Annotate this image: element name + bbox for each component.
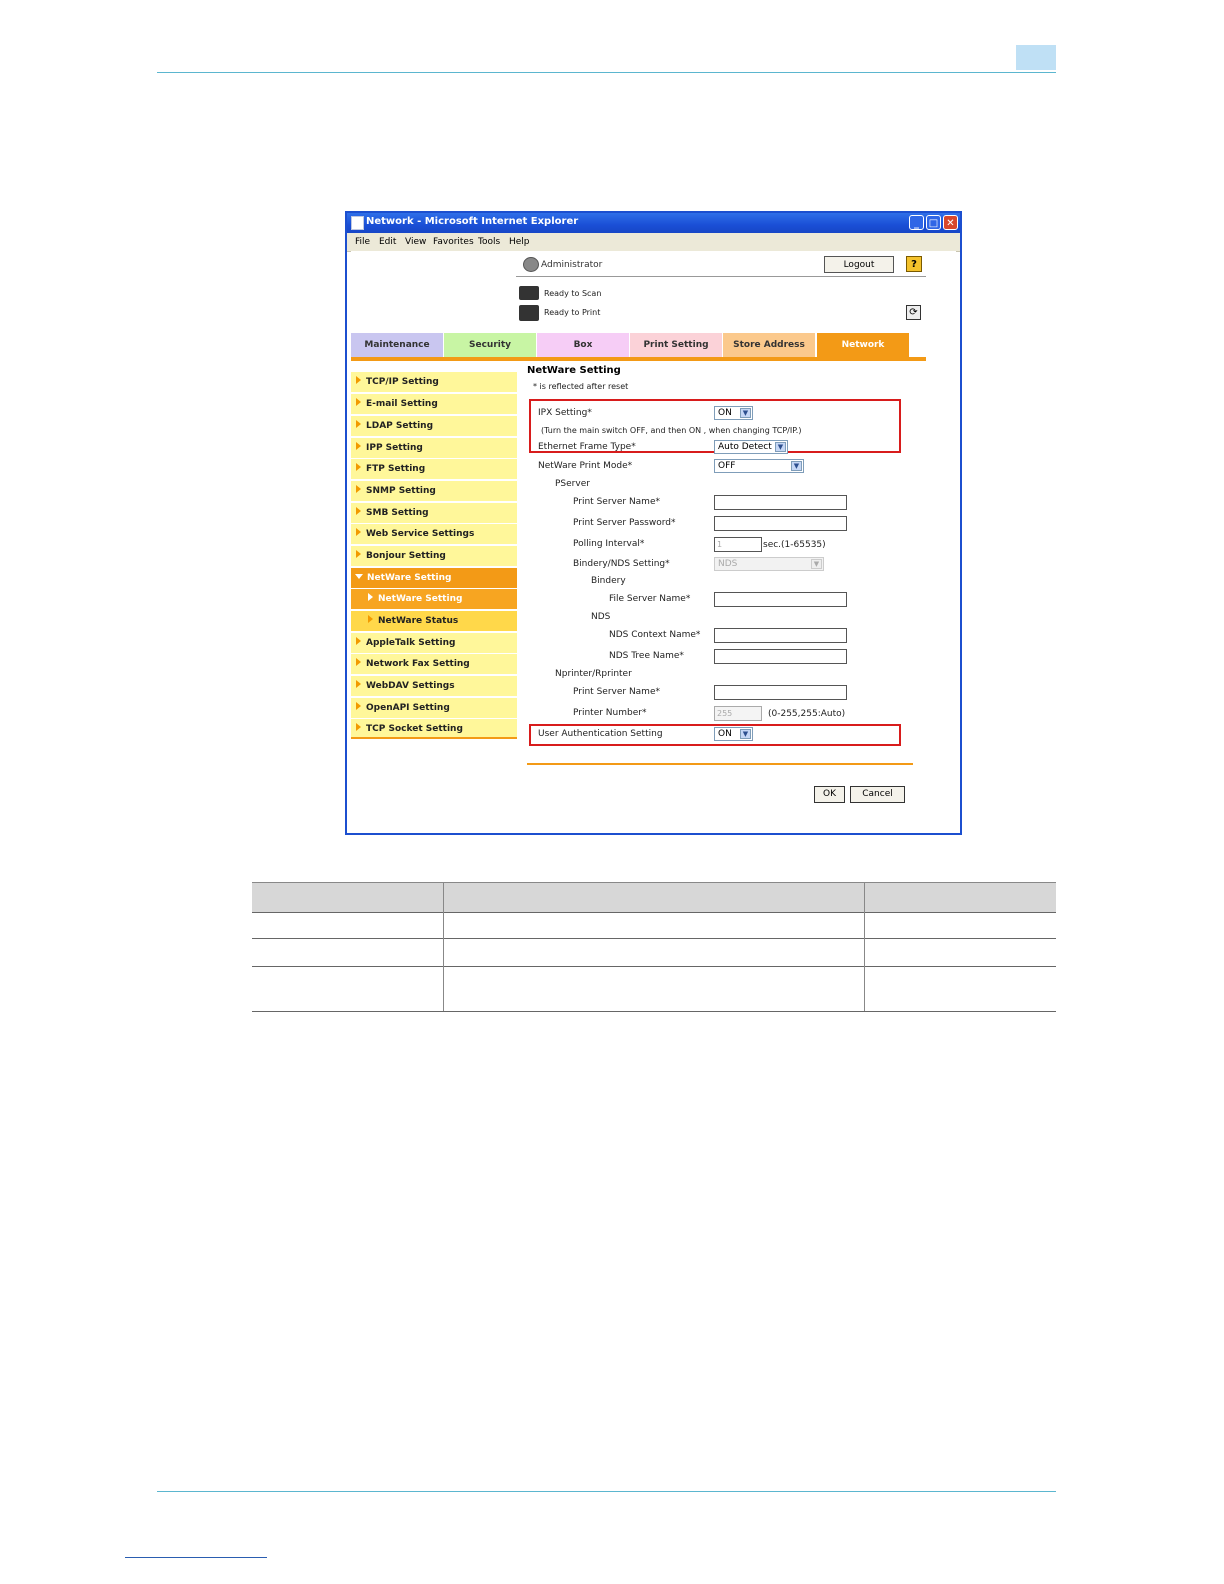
browser-window xyxy=(345,211,962,835)
nprinter-server-name-input[interactable] xyxy=(714,685,847,700)
nds-context-name-input[interactable] xyxy=(714,628,847,643)
table-row-divider xyxy=(252,966,1056,967)
polling-interval-input[interactable]: 1 xyxy=(714,537,762,552)
arrow-right-icon xyxy=(356,398,361,406)
table-bottom-rule xyxy=(252,1011,1056,1012)
sidebar-item-tcp-socket[interactable]: TCP Socket Setting xyxy=(351,719,517,741)
ipx-hint: (Turn the main switch OFF, and then ON , when changing TCP/IP.) xyxy=(541,426,802,435)
page-corner-tab xyxy=(1016,45,1056,70)
cancel-button[interactable]: Cancel xyxy=(850,786,905,803)
sidebar-item-network-fax[interactable]: Network Fax Setting xyxy=(351,654,517,676)
chevron-down-icon: ▼ xyxy=(791,461,802,471)
sidebar-item-smb[interactable]: SMB Setting xyxy=(351,503,517,525)
close-button[interactable]: ✕ xyxy=(943,215,958,230)
table-header xyxy=(252,882,1056,913)
page-icon xyxy=(351,216,364,230)
tab-maintenance[interactable]: Maintenance xyxy=(351,333,443,357)
menu-file[interactable]: File xyxy=(355,237,371,247)
nds-context-name-label: NDS Context Name* xyxy=(609,630,701,640)
scanner-icon xyxy=(519,286,539,300)
reset-note: * is reflected after reset xyxy=(533,382,629,391)
minimize-button[interactable]: _ xyxy=(909,215,924,230)
arrow-right-icon xyxy=(368,615,373,623)
arrow-right-icon xyxy=(356,550,361,558)
refresh-button[interactable]: ⟳ xyxy=(906,305,921,320)
print-server-password-label: Print Server Password* xyxy=(573,518,676,528)
nprinter-server-name-label: Print Server Name* xyxy=(573,687,660,697)
arrow-right-icon xyxy=(356,376,361,384)
table-row-divider xyxy=(252,938,1056,939)
sidebar-item-bonjour[interactable]: Bonjour Setting xyxy=(351,546,517,568)
menu-bar xyxy=(347,233,960,252)
bindery-nds-label: Bindery/NDS Setting* xyxy=(573,559,670,569)
arrow-right-icon xyxy=(356,702,361,710)
arrow-down-icon xyxy=(355,574,363,579)
tab-underline xyxy=(351,357,926,361)
title-bar xyxy=(347,213,960,233)
file-server-name-input[interactable] xyxy=(714,592,847,607)
nds-tree-name-input[interactable] xyxy=(714,649,847,664)
sidebar-bottom-rule xyxy=(351,737,517,739)
print-mode-select[interactable]: OFF ▼ xyxy=(714,459,804,473)
user-auth-label: User Authentication Setting xyxy=(538,729,663,739)
maximize-button[interactable]: □ xyxy=(926,215,941,230)
sidebar-item-netware[interactable]: NetWare Setting xyxy=(351,568,517,590)
printer-icon xyxy=(519,305,539,321)
chevron-down-icon: ▼ xyxy=(811,559,822,569)
sidebar-subitem-netware-status[interactable]: NetWare Status xyxy=(351,611,517,633)
help-button[interactable]: ? xyxy=(906,256,922,272)
header-divider xyxy=(516,276,926,277)
table-column-divider xyxy=(443,883,444,1011)
printer-number-label: Printer Number* xyxy=(573,708,647,718)
bindery-heading: Bindery xyxy=(591,576,626,586)
chevron-down-icon: ▼ xyxy=(740,729,751,739)
footer-rule xyxy=(157,1491,1056,1492)
chevron-down-icon: ▼ xyxy=(775,442,786,452)
arrow-right-icon xyxy=(368,593,373,601)
page-content xyxy=(351,251,956,831)
tab-security[interactable]: Security xyxy=(444,333,536,357)
sidebar-item-appletalk[interactable]: AppleTalk Setting xyxy=(351,633,517,655)
scan-status: Ready to Scan xyxy=(544,289,602,298)
sidebar-item-tcpip[interactable]: TCP/IP Setting xyxy=(351,372,517,394)
nds-heading: NDS xyxy=(591,612,611,622)
print-server-password-input[interactable] xyxy=(714,516,847,531)
tab-store-address[interactable]: Store Address xyxy=(723,333,815,357)
arrow-right-icon xyxy=(356,507,361,515)
arrow-right-icon xyxy=(356,637,361,645)
ethernet-frame-select[interactable]: Auto Detect ▼ xyxy=(714,440,788,454)
form-bottom-rule xyxy=(527,763,913,765)
ipx-setting-label: IPX Setting* xyxy=(538,408,592,418)
menu-view[interactable]: View xyxy=(405,237,427,247)
table-column-divider xyxy=(864,883,865,1011)
polling-interval-unit: sec.(1-65535) xyxy=(763,540,826,550)
nprinter-heading: Nprinter/Rprinter xyxy=(555,669,632,679)
polling-interval-label: Polling Interval* xyxy=(573,539,645,549)
tab-box[interactable]: Box xyxy=(537,333,629,357)
logout-button[interactable]: Logout xyxy=(824,256,894,273)
sidebar-item-web-service[interactable]: Web Service Settings xyxy=(351,524,517,546)
header-rule xyxy=(157,72,1056,73)
arrow-right-icon xyxy=(356,723,361,731)
print-server-name-label: Print Server Name* xyxy=(573,497,660,507)
user-name: Administrator xyxy=(541,260,603,270)
sidebar-item-webdav[interactable]: WebDAV Settings xyxy=(351,676,517,698)
admin-icon xyxy=(523,257,539,272)
menu-edit[interactable]: Edit xyxy=(379,237,397,247)
print-mode-label: NetWare Print Mode* xyxy=(538,461,633,471)
ethernet-frame-label: Ethernet Frame Type* xyxy=(538,442,636,452)
pserver-heading: PServer xyxy=(555,479,590,489)
ok-button[interactable]: OK xyxy=(814,786,845,803)
sidebar-subitem-netware-setting[interactable]: NetWare Setting xyxy=(351,589,517,611)
window-title: Network - Microsoft Internet Explorer xyxy=(366,216,579,227)
sidebar-item-openapi[interactable]: OpenAPI Setting xyxy=(351,698,517,720)
sidebar-item-ipp[interactable]: IPP Setting xyxy=(351,438,517,460)
chevron-down-icon: ▼ xyxy=(740,408,751,418)
menu-favorites[interactable]: Favorites xyxy=(433,237,474,247)
page-title: NetWare Setting xyxy=(527,365,621,376)
sidebar-item-email[interactable]: E-mail Setting xyxy=(351,394,517,416)
print-server-name-input[interactable] xyxy=(714,495,847,510)
sidebar-item-snmp[interactable]: SNMP Setting xyxy=(351,481,517,503)
sidebar-item-ftp[interactable]: FTP Setting xyxy=(351,459,517,481)
tab-network[interactable]: Network xyxy=(817,333,909,357)
tab-print-setting[interactable]: Print Setting xyxy=(630,333,722,357)
nds-tree-name-label: NDS Tree Name* xyxy=(609,651,684,661)
bindery-nds-select[interactable]: NDS ▼ xyxy=(714,557,824,571)
sidebar-item-ldap[interactable]: LDAP Setting xyxy=(351,416,517,438)
print-status: Ready to Print xyxy=(544,308,601,317)
arrow-right-icon xyxy=(356,528,361,536)
printer-number-range: (0-255,255:Auto) xyxy=(768,709,846,719)
file-server-name-label: File Server Name* xyxy=(609,594,691,604)
arrow-right-icon xyxy=(356,485,361,493)
menu-help[interactable]: Help xyxy=(509,237,530,247)
user-auth-select[interactable]: ON ▼ xyxy=(714,727,753,741)
arrow-right-icon xyxy=(356,463,361,471)
printer-number-input[interactable]: 255 xyxy=(714,706,762,721)
ipx-setting-select[interactable]: ON ▼ xyxy=(714,406,753,420)
menu-tools[interactable]: Tools xyxy=(478,237,501,247)
arrow-right-icon xyxy=(356,658,361,666)
arrow-right-icon xyxy=(356,420,361,428)
footer-link-underline xyxy=(125,1557,267,1558)
arrow-right-icon xyxy=(356,680,361,688)
arrow-right-icon xyxy=(356,442,361,450)
